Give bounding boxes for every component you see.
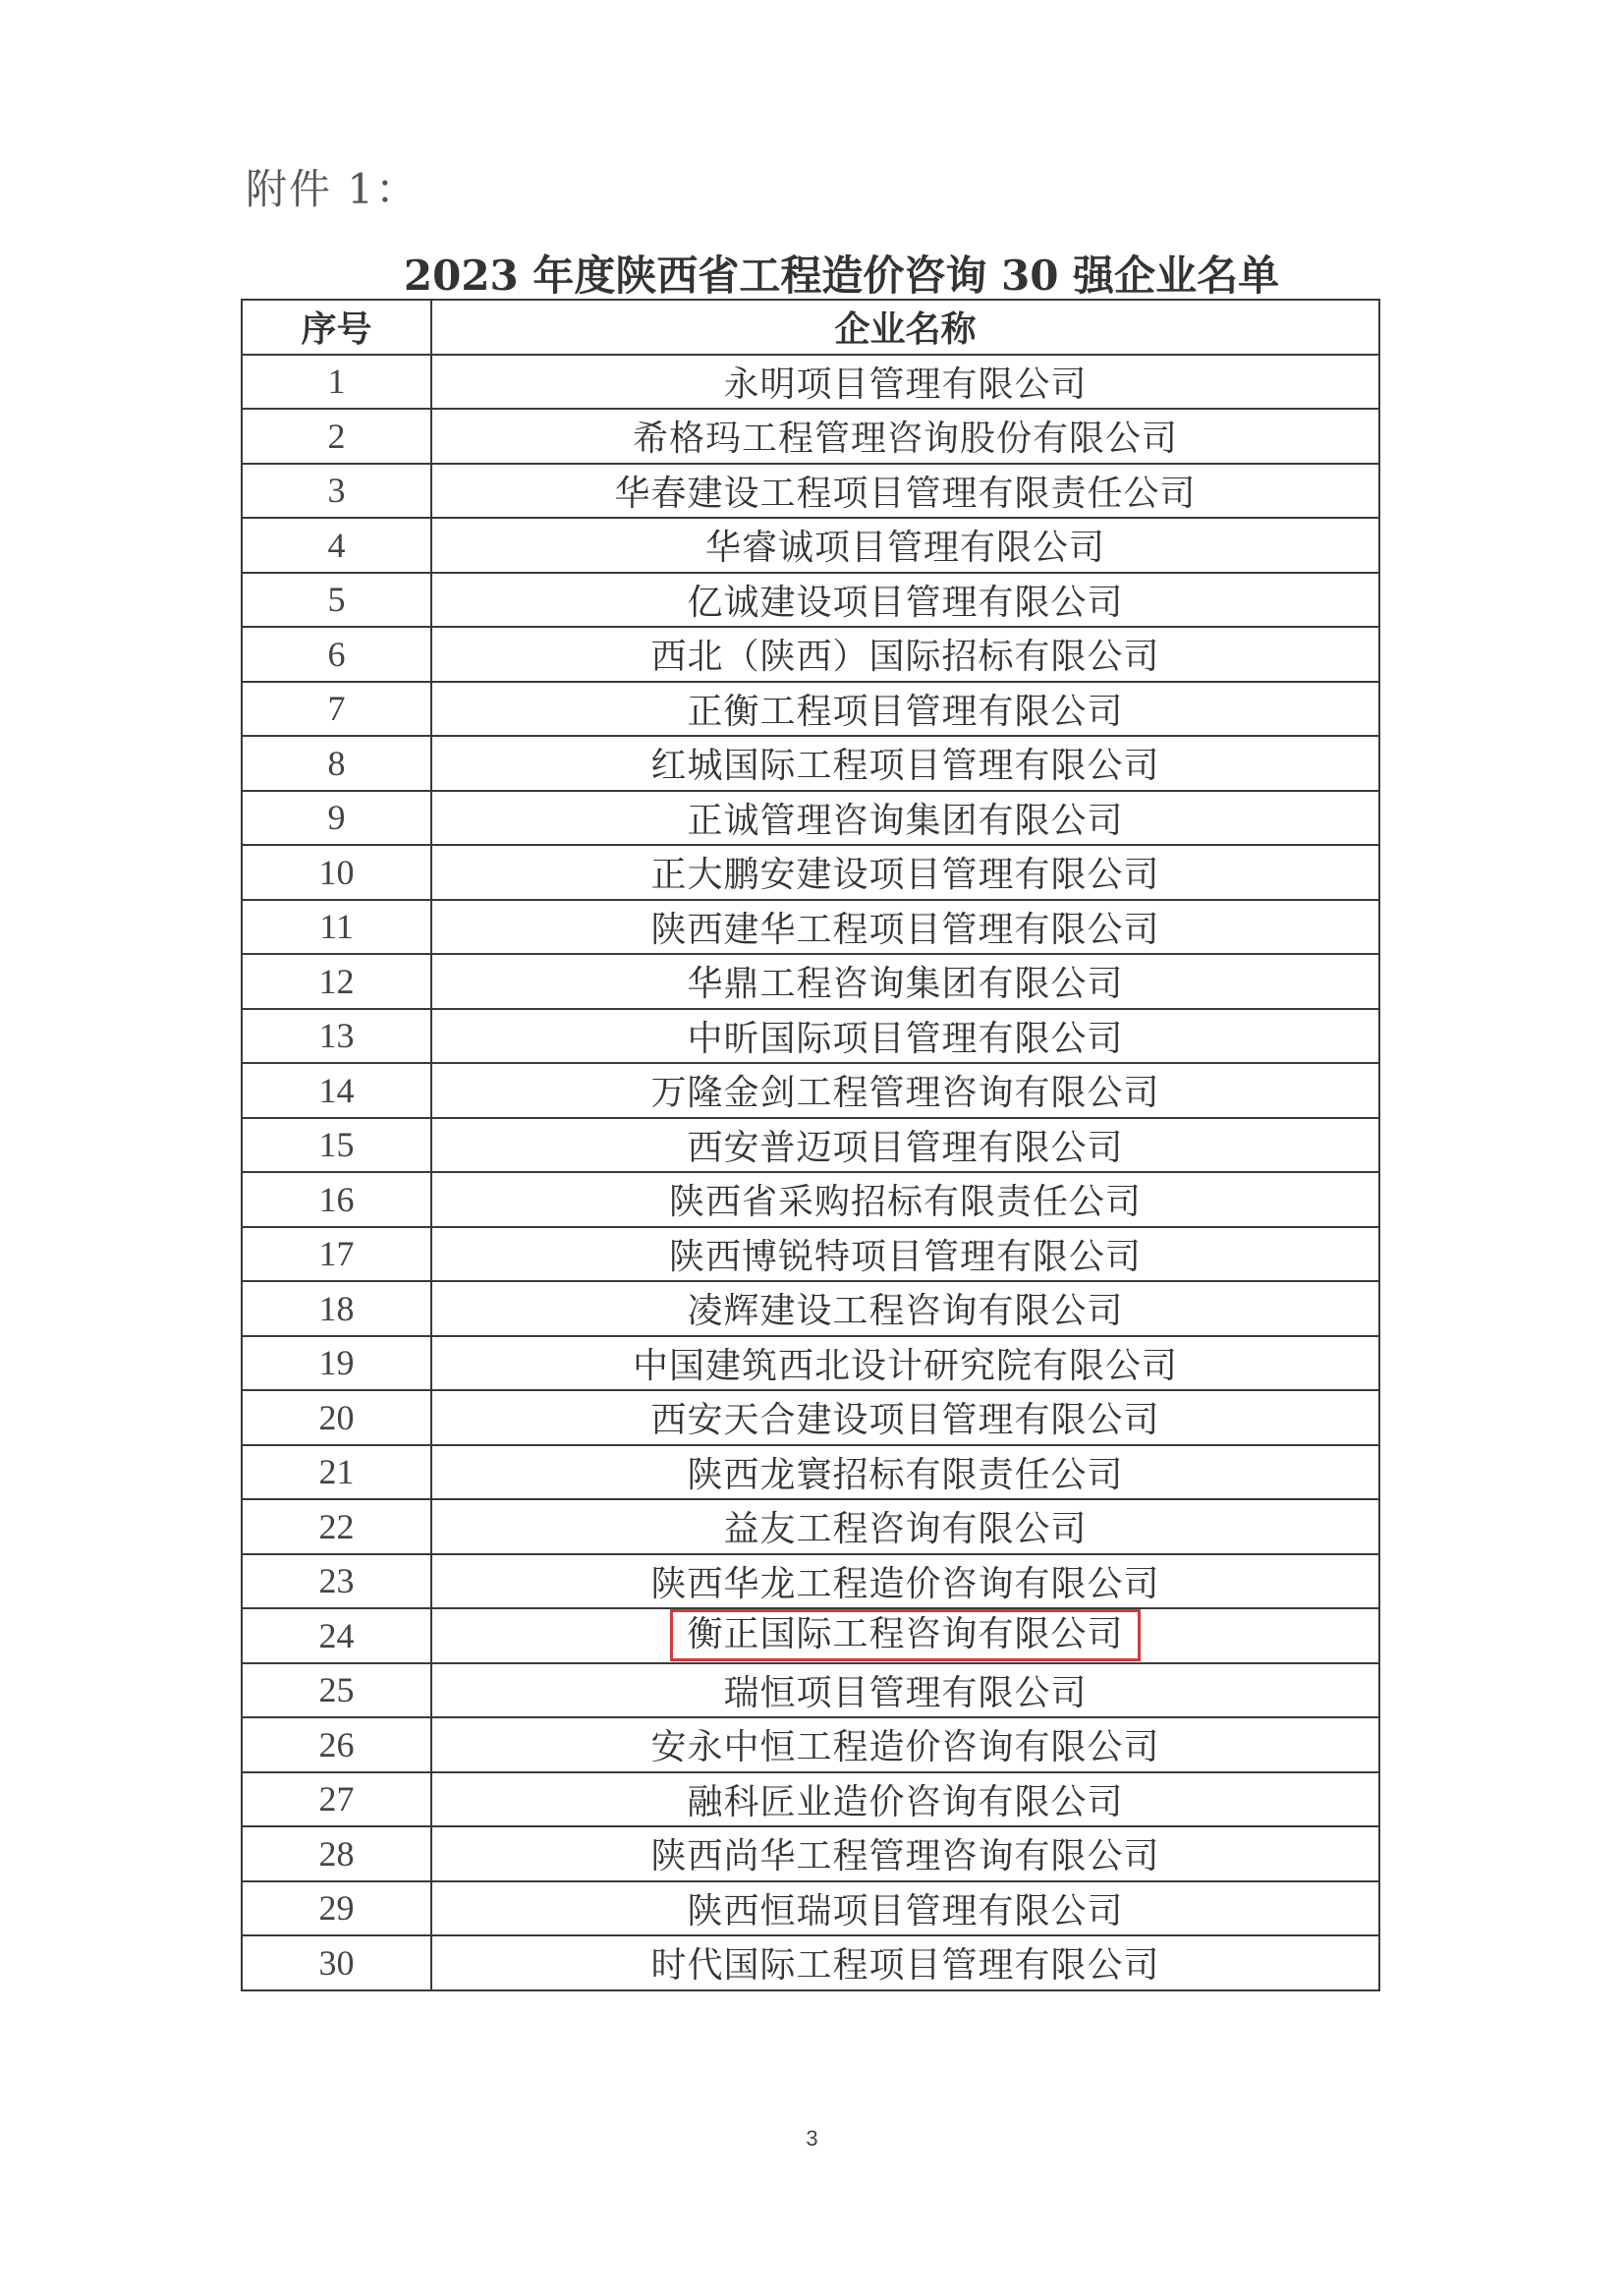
row-number: 9 [242,791,431,846]
row-company-name-cell: 亿诚建设项目管理有限公司 [431,573,1379,628]
row-number: 19 [242,1336,431,1391]
row-company-name-cell: 华春建设工程项目管理有限责任公司 [431,464,1379,519]
row-number: 18 [242,1281,431,1336]
table-row [242,1009,1379,1064]
row-number: 5 [242,573,431,628]
table-row [242,1118,1379,1173]
row-number: 25 [242,1663,431,1718]
table-row [242,900,1379,955]
table-row [242,1336,1379,1391]
table-row [242,1772,1379,1827]
table-row [242,1935,1379,1990]
table-body [242,355,1379,1990]
row-number: 1 [242,355,431,410]
row-number: 12 [242,954,431,1009]
row-company-name-cell: 陕西博锐特项目管理有限公司 [431,1227,1379,1282]
table-header-row [242,300,1379,355]
row-number: 28 [242,1826,431,1881]
row-company-name-cell: 万隆金剑工程管理咨询有限公司 [431,1063,1379,1118]
row-company-name-cell: 西北（陕西）国际招标有限公司 [431,627,1379,682]
table-row [242,1445,1379,1500]
row-company-name-cell: 正衡工程项目管理有限公司 [431,682,1379,737]
row-number: 3 [242,464,431,519]
row-number: 10 [242,845,431,900]
table-row [242,573,1379,628]
row-number: 26 [242,1717,431,1772]
row-number: 14 [242,1063,431,1118]
row-company-name-cell: 陕西龙寰招标有限责任公司 [431,1445,1379,1500]
page-number: 3 [806,2126,818,2151]
row-number: 24 [242,1608,431,1663]
row-company-name-cell: 瑞恒项目管理有限公司 [431,1663,1379,1718]
table-row [242,954,1379,1009]
row-number: 16 [242,1172,431,1227]
row-number: 11 [242,900,431,955]
table-row [242,1826,1379,1881]
row-company-name-cell: 华鼎工程咨询集团有限公司 [431,954,1379,1009]
table-row [242,409,1379,464]
row-company-name-cell: 凌辉建设工程咨询有限公司 [431,1281,1379,1336]
table-row [242,1554,1379,1609]
table-row [242,736,1379,791]
row-number: 6 [242,627,431,682]
table-row [242,682,1379,737]
row-company-name-cell: 中国建筑西北设计研究院有限公司 [431,1336,1379,1391]
row-company-name-cell: 陕西华龙工程造价咨询有限公司 [431,1554,1379,1609]
table-row [242,845,1379,900]
row-number: 20 [242,1390,431,1445]
table-row [242,791,1379,846]
table-row [242,1063,1379,1118]
row-company-name-cell: 融科匠业造价咨询有限公司 [431,1772,1379,1827]
table-row [242,464,1379,519]
highlighted-company-name: 衡正国际工程咨询有限公司 [670,1609,1140,1661]
row-company-name-cell: 陕西恒瑞项目管理有限公司 [431,1881,1379,1936]
row-company-name-cell: 红城国际工程项目管理有限公司 [431,736,1379,791]
header-number: 序号 [242,300,431,355]
table-row [242,1172,1379,1227]
table-row [242,1717,1379,1772]
row-company-name-cell [431,1608,1379,1663]
row-number: 13 [242,1009,431,1064]
row-company-name-cell: 益友工程咨询有限公司 [431,1499,1379,1554]
table-row [242,1281,1379,1336]
table-row [242,627,1379,682]
row-company-name-cell: 安永中恒工程造价咨询有限公司 [431,1717,1379,1772]
row-number: 21 [242,1445,431,1500]
row-company-name-cell: 陕西建华工程项目管理有限公司 [431,900,1379,955]
header-company-name: 企业名称 [431,300,1379,355]
row-company-name-cell: 陕西尚华工程管理咨询有限公司 [431,1826,1379,1881]
table-row [242,1608,1379,1663]
row-number: 22 [242,1499,431,1554]
row-number: 30 [242,1935,431,1990]
row-company-name-cell: 希格玛工程管理咨询股份有限公司 [431,409,1379,464]
row-company-name-cell: 永明项目管理有限公司 [431,355,1379,410]
row-company-name-cell: 正大鹏安建设项目管理有限公司 [431,845,1379,900]
table-row [242,1227,1379,1282]
table-row [242,1390,1379,1445]
table-row [242,1663,1379,1718]
table-row [242,518,1379,573]
row-company-name-cell: 时代国际工程项目管理有限公司 [431,1935,1379,1990]
row-number: 29 [242,1881,431,1936]
row-number: 17 [242,1227,431,1282]
document-title: 2023 年度陕西省工程造价咨询 30 强企业名单 [403,252,1280,300]
company-table [241,299,1380,1991]
attachment-label: 附件 1： [246,165,420,213]
row-company-name-cell: 中昕国际项目管理有限公司 [431,1009,1379,1064]
table-row [242,1881,1379,1936]
table-row [242,1499,1379,1554]
row-company-name-cell: 正诚管理咨询集团有限公司 [431,791,1379,846]
table-row [242,355,1379,410]
row-company-name-cell: 陕西省采购招标有限责任公司 [431,1172,1379,1227]
company-table-container [241,299,1378,1991]
row-company-name-cell: 华睿诚项目管理有限公司 [431,518,1379,573]
row-company-name-cell: 西安普迈项目管理有限公司 [431,1118,1379,1173]
row-number: 15 [242,1118,431,1173]
row-number: 7 [242,682,431,737]
row-number: 23 [242,1554,431,1609]
row-number: 8 [242,736,431,791]
row-number: 2 [242,409,431,464]
row-company-name-cell: 西安天合建设项目管理有限公司 [431,1390,1379,1445]
row-number: 4 [242,518,431,573]
row-number: 27 [242,1772,431,1827]
